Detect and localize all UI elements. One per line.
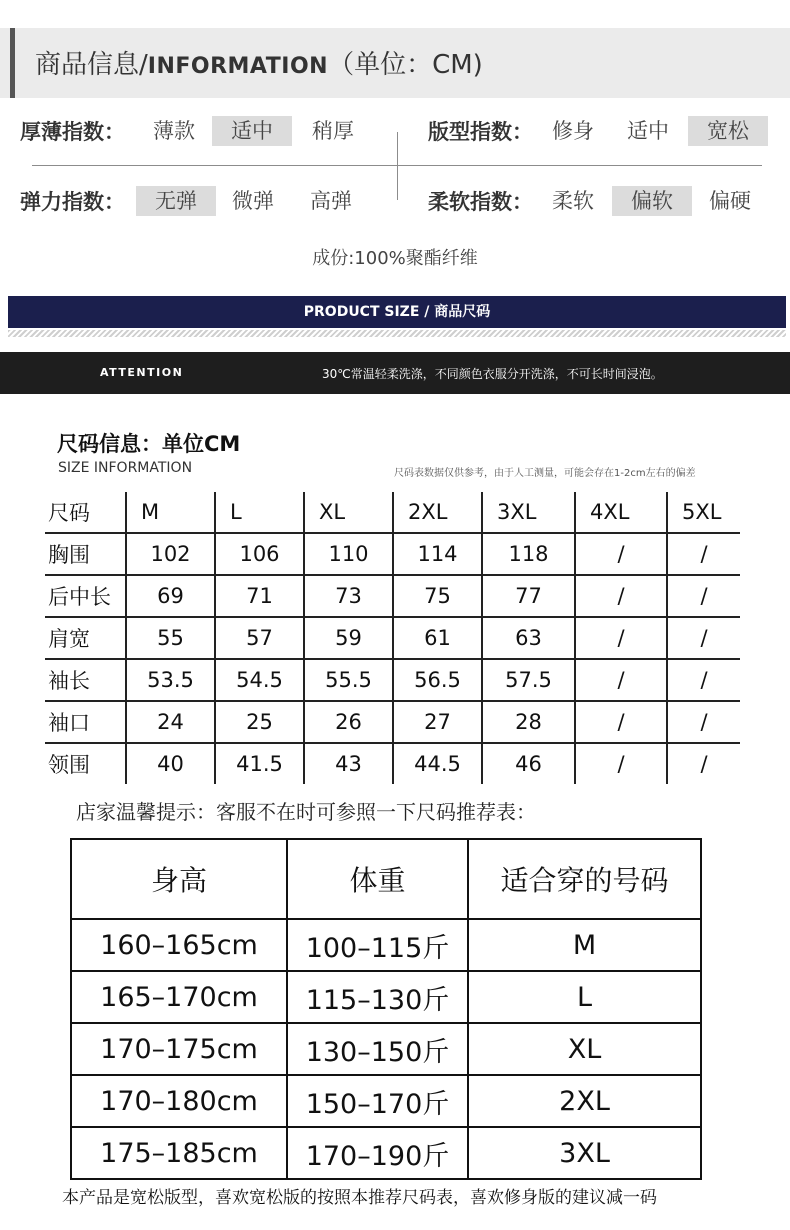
size-cell: L <box>468 971 701 1023</box>
softness-label: 柔软指数： <box>428 190 533 214</box>
attention-banner <box>0 352 790 394</box>
size-header-cell: 4XL <box>575 492 667 533</box>
table-cell: 102 <box>126 533 215 575</box>
table-cell: 118 <box>482 533 575 575</box>
composition-text: 成份:100%聚酯纤维 <box>312 248 478 269</box>
table-row <box>71 1127 701 1179</box>
table-cell: 71 <box>215 575 304 617</box>
softness-option-fairly-soft: 偏软 <box>612 186 692 216</box>
table-cell: / <box>575 701 667 743</box>
size-header-cell: XL <box>304 492 393 533</box>
fit-option-regular: 适中 <box>627 119 669 143</box>
size-table-header-row <box>45 492 740 533</box>
table-cell: 77 <box>482 575 575 617</box>
weight-cell: 115–130斤 <box>287 971 468 1023</box>
size-cell: 2XL <box>468 1075 701 1127</box>
height-cell: 160–165cm <box>71 919 287 971</box>
table-cell: / <box>667 617 740 659</box>
table-cell: 73 <box>304 575 393 617</box>
size-header-cell: 2XL <box>393 492 482 533</box>
row-label: 后中长 <box>45 575 126 617</box>
table-cell: / <box>667 575 740 617</box>
attributes-divider-vertical <box>397 132 398 200</box>
table-row <box>71 1075 701 1127</box>
height-cell: 165–170cm <box>71 971 287 1023</box>
table-cell: 106 <box>215 533 304 575</box>
table-cell: / <box>575 617 667 659</box>
table-cell: 40 <box>126 743 215 784</box>
table-cell: 46 <box>482 743 575 784</box>
size-header-cell: 5XL <box>667 492 740 533</box>
table-cell: 57.5 <box>482 659 575 701</box>
elasticity-option-none: 无弹 <box>136 186 216 216</box>
table-cell: / <box>575 743 667 784</box>
table-cell: 44.5 <box>393 743 482 784</box>
decorative-stripe <box>8 330 786 337</box>
row-label: 袖口 <box>45 701 126 743</box>
footer-note: 本产品是宽松版型，喜欢宽松版的按照本推荐尺码表，喜欢修身版的建议减一码 <box>62 1188 657 1208</box>
fit-option-slim: 修身 <box>552 119 594 143</box>
softness-option-fairly-hard: 偏硬 <box>709 189 751 213</box>
table-row <box>71 1023 701 1075</box>
table-cell: / <box>575 575 667 617</box>
size-table <box>45 492 740 784</box>
elasticity-label: 弹力指数： <box>20 190 125 214</box>
header-accent-bar <box>10 28 15 98</box>
thickness-option-thick: 稍厚 <box>312 119 354 143</box>
table-cell: 25 <box>215 701 304 743</box>
size-info-subtitle: SIZE INFORMATION <box>58 460 193 476</box>
size-header-cell: 尺码 <box>45 492 126 533</box>
recommendation-header-cell: 身高 <box>71 839 287 919</box>
fit-option-loose: 宽松 <box>688 116 768 146</box>
title-cn: 商品信息/ <box>35 50 148 80</box>
table-cell: 75 <box>393 575 482 617</box>
row-label: 胸围 <box>45 533 126 575</box>
thickness-label: 厚薄指数： <box>20 120 125 144</box>
table-cell: 55.5 <box>304 659 393 701</box>
attention-text: 30℃常温轻柔洗涤，不同颜色衣服分开洗涤，不可长时间浸泡。 <box>322 367 663 381</box>
shop-tip-text: 店家温馨提示：客服不在时可参照一下尺码推荐表： <box>76 800 536 824</box>
elasticity-option-high: 高弹 <box>310 189 352 213</box>
table-cell: / <box>667 743 740 784</box>
table-row <box>45 533 740 575</box>
table-row <box>45 575 740 617</box>
table-cell: 55 <box>126 617 215 659</box>
table-cell: / <box>667 701 740 743</box>
table-cell: 24 <box>126 701 215 743</box>
table-row <box>71 971 701 1023</box>
table-cell: 57 <box>215 617 304 659</box>
weight-cell: 100–115斤 <box>287 919 468 971</box>
information-title <box>35 44 483 81</box>
table-cell: 59 <box>304 617 393 659</box>
weight-cell: 170–190斤 <box>287 1127 468 1179</box>
table-cell: / <box>667 533 740 575</box>
table-cell: / <box>667 659 740 701</box>
table-row <box>45 659 740 701</box>
recommendation-header-cell: 体重 <box>287 839 468 919</box>
row-label: 肩宽 <box>45 617 126 659</box>
table-cell: / <box>575 533 667 575</box>
title-unit: （单位：CM) <box>328 50 483 80</box>
size-cell: M <box>468 919 701 971</box>
table-row <box>45 701 740 743</box>
row-label: 袖长 <box>45 659 126 701</box>
table-cell: 56.5 <box>393 659 482 701</box>
recommendation-header-cell: 适合穿的号码 <box>468 839 701 919</box>
softness-option-soft: 柔软 <box>552 189 594 213</box>
table-cell: 53.5 <box>126 659 215 701</box>
size-header-cell: 3XL <box>482 492 575 533</box>
table-cell: 69 <box>126 575 215 617</box>
size-info-title: 尺码信息：单位CM <box>57 432 241 456</box>
table-row <box>71 919 701 971</box>
size-cell: 3XL <box>468 1127 701 1179</box>
weight-cell: 150–170斤 <box>287 1075 468 1127</box>
table-cell: 27 <box>393 701 482 743</box>
table-cell: 110 <box>304 533 393 575</box>
height-cell: 170–175cm <box>71 1023 287 1075</box>
recommendation-table <box>70 838 702 1180</box>
table-row <box>45 617 740 659</box>
size-header-cell: M <box>126 492 215 533</box>
thickness-option-medium: 适中 <box>212 116 292 146</box>
table-cell: 28 <box>482 701 575 743</box>
table-cell: 61 <box>393 617 482 659</box>
size-header-cell: L <box>215 492 304 533</box>
row-label: 领围 <box>45 743 126 784</box>
table-cell: 26 <box>304 701 393 743</box>
table-cell: 63 <box>482 617 575 659</box>
height-cell: 175–185cm <box>71 1127 287 1179</box>
product-size-banner: PRODUCT SIZE / 商品尺码 <box>8 296 786 328</box>
elasticity-option-slight: 微弹 <box>232 189 274 213</box>
recommendation-header-row <box>71 839 701 919</box>
title-en: INFORMATION <box>147 54 329 79</box>
table-cell: 41.5 <box>215 743 304 784</box>
table-row <box>45 743 740 784</box>
thickness-option-thin: 薄款 <box>153 119 195 143</box>
table-cell: 54.5 <box>215 659 304 701</box>
height-cell: 170–180cm <box>71 1075 287 1127</box>
size-info-note: 尺码表数据仅供参考，由于人工测量，可能会存在1-2cm左右的偏差 <box>394 468 696 479</box>
weight-cell: 130–150斤 <box>287 1023 468 1075</box>
attention-label: ATTENTION <box>100 366 184 379</box>
information-header <box>0 28 790 98</box>
fit-label: 版型指数： <box>428 120 533 144</box>
table-cell: 114 <box>393 533 482 575</box>
size-cell: XL <box>468 1023 701 1075</box>
table-cell: / <box>575 659 667 701</box>
table-cell: 43 <box>304 743 393 784</box>
